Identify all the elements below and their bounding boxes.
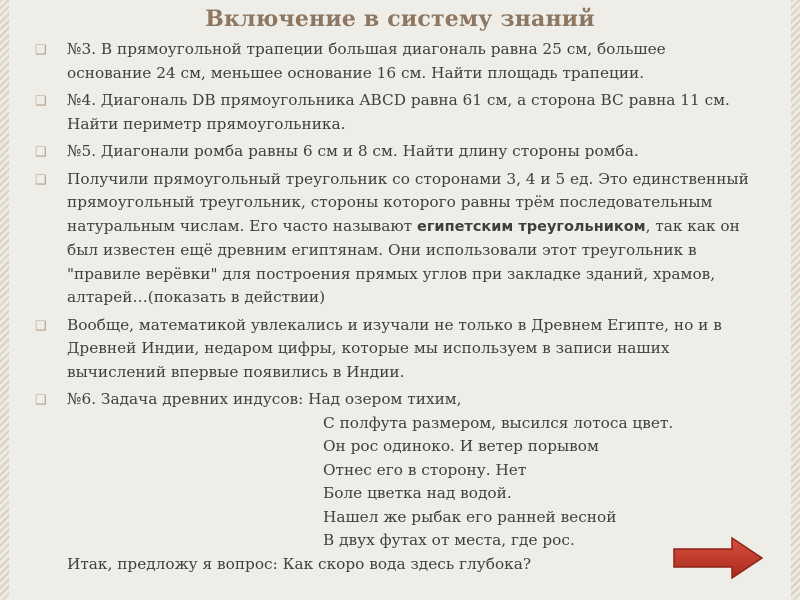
list-item-text: №6. Задача древних индусов: Над озером тихим, xyxy=(67,390,462,408)
slide-content xyxy=(35,38,751,580)
hollow-square-bullet-icon: ❑ xyxy=(35,393,47,408)
poem-line: Боле цветка над водой. xyxy=(323,484,512,502)
poem-line: Отнес его в сторону. Нет xyxy=(323,460,527,479)
list-item xyxy=(35,140,751,164)
hollow-square-bullet-icon: ❑ xyxy=(35,94,47,109)
poem-line: С полфута размером, высился лотоса цвет. xyxy=(323,413,674,432)
list-item xyxy=(35,314,751,385)
hollow-square-bullet-icon: ❑ xyxy=(35,145,47,160)
poem-line: В двух футах от места, где рос. xyxy=(323,531,575,549)
list-item-text: №5. Диагонали ромба равны 6 см и 8 см. Найти длину стороны ромба. xyxy=(67,142,639,160)
list-item xyxy=(35,38,751,85)
list-item-text: Вообще, математикой увлекались и изучали не только в Древнем Египте, но и в Древней Индии, недаром цифры, которые мы используем в записи наших вычислений впервые появились в Индии. xyxy=(67,315,722,381)
hollow-square-bullet-icon: ❑ xyxy=(35,318,47,334)
right-decorative-stripe xyxy=(791,0,800,600)
poem-question: Итак, предложу я вопрос: Как скоро вода здесь глубока? xyxy=(67,554,532,573)
slide-title: Включение в систему знаний xyxy=(205,6,595,32)
left-decorative-stripe xyxy=(0,0,9,600)
arrow-right-icon xyxy=(672,536,764,580)
list-item-text-before: Получили прямоугольный треугольник со сторонами 3, 4 и 5 ед. Это единственный прямоугольный треугольник, стороны которого равны трём последовательным натуральным числам. Его часто называют xyxy=(67,169,749,235)
poem-line: Он рос одиноко. И ветер порывом xyxy=(323,437,599,455)
list-item xyxy=(35,388,751,576)
list-item-text: №3. В прямоугольной трапеции большая диагональ равна 25 см, большее основание 24 см, меньшее основание 16 см. Найти площадь трапеции. xyxy=(67,40,666,82)
poem xyxy=(67,412,751,553)
list-item-text: №4. Диагональ DB прямоугольника ABCD равна 61 см, а сторона BC равна 11 см. Найти периметр прямоугольника. xyxy=(67,91,730,133)
slide-panel xyxy=(9,0,791,600)
hollow-square-bullet-icon: ❑ xyxy=(35,43,47,58)
egyptian-triangle-term: египетским треугольником xyxy=(417,218,646,235)
list-item-text-after: , так как он был известен ещё древним египтянам. Они использовали этот треугольник в "правиле верёвки" для построения прямых углов при закладке зданий, храмов, алтарей…(показать в действии) xyxy=(67,216,740,306)
next-slide-button[interactable] xyxy=(672,536,764,580)
list-item xyxy=(35,168,751,310)
list-item xyxy=(35,89,751,136)
poem-line: Нашел же рыбак его ранней весной xyxy=(323,507,617,526)
hollow-square-bullet-icon: ❑ xyxy=(35,172,47,188)
